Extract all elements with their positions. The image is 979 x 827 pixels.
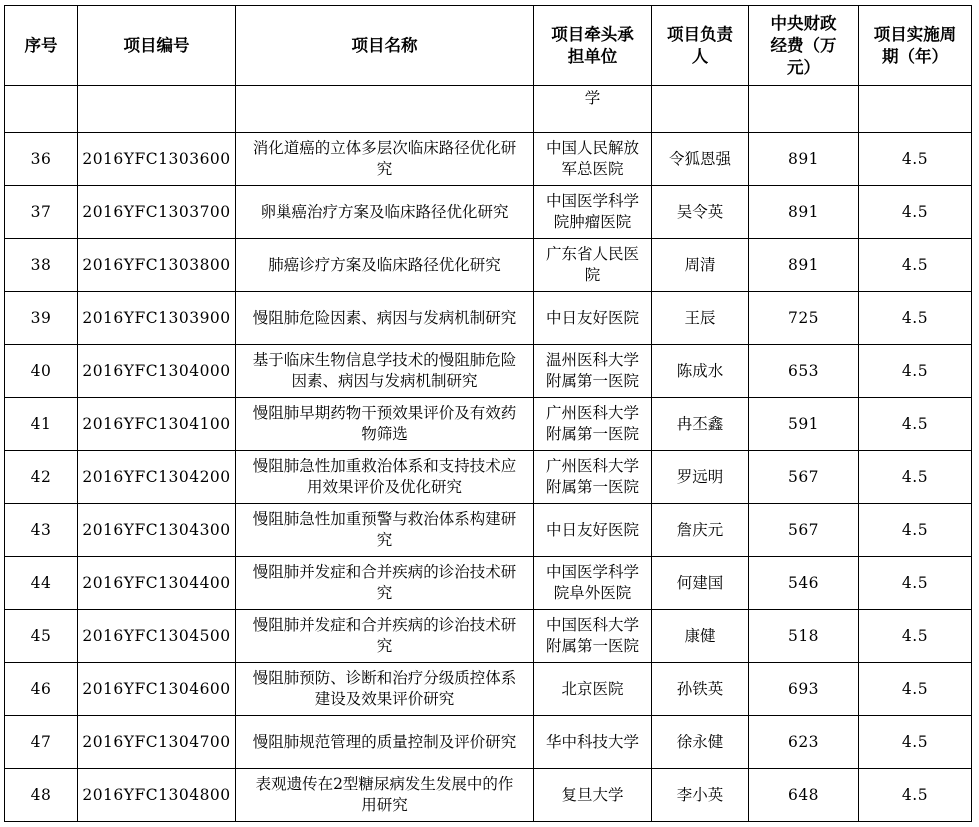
- cell-period: [859, 86, 972, 133]
- cell-leader: 何建国: [652, 557, 749, 610]
- cell-seq: 39: [5, 292, 78, 345]
- cell-unit: 中日友好医院: [534, 504, 652, 557]
- cell-funding: 623: [749, 716, 859, 769]
- cell-seq: [5, 86, 78, 133]
- cell-code: 2016YFC1304100: [78, 398, 236, 451]
- cell-name: 慢阻肺早期药物干预效果评价及有效药物筛选: [236, 398, 534, 451]
- cell-period: 4.5: [859, 292, 972, 345]
- cell-seq: 36: [5, 133, 78, 186]
- cell-name: 肺癌诊疗方案及临床路径优化研究: [236, 239, 534, 292]
- table-row: [5, 610, 972, 663]
- cell-seq: 41: [5, 398, 78, 451]
- cell-name: 表观遗传在2型糖尿病发生发展中的作用研究: [236, 769, 534, 822]
- cell-unit: 复旦大学: [534, 769, 652, 822]
- cell-leader: [652, 86, 749, 133]
- cell-funding: 653: [749, 345, 859, 398]
- cell-leader: 周清: [652, 239, 749, 292]
- table-row: [5, 239, 972, 292]
- cell-name: 慢阻肺急性加重救治体系和支持技术应用效果评价及优化研究: [236, 451, 534, 504]
- cell-code: 2016YFC1303600: [78, 133, 236, 186]
- cell-leader: 令狐恩强: [652, 133, 749, 186]
- cell-unit: 中国人民解放军总医院: [534, 133, 652, 186]
- cell-unit: 中日友好医院: [534, 292, 652, 345]
- cell-seq: 42: [5, 451, 78, 504]
- cell-unit: 中国医科大学附属第一医院: [534, 610, 652, 663]
- cell-seq: 43: [5, 504, 78, 557]
- table-row: [5, 345, 972, 398]
- cell-code: 2016YFC1304300: [78, 504, 236, 557]
- cell-period: 4.5: [859, 610, 972, 663]
- cell-name: 慢阻肺危险因素、病因与发病机制研究: [236, 292, 534, 345]
- cell-name: 慢阻肺并发症和合并疾病的诊治技术研究: [236, 557, 534, 610]
- table-row: [5, 557, 972, 610]
- continuation-row: [5, 86, 972, 133]
- cell-period: 4.5: [859, 451, 972, 504]
- cell-period: 4.5: [859, 186, 972, 239]
- cell-seq: 38: [5, 239, 78, 292]
- cell-period: 4.5: [859, 504, 972, 557]
- cell-code: 2016YFC1303800: [78, 239, 236, 292]
- cell-unit: 华中科技大学: [534, 716, 652, 769]
- table-row: [5, 186, 972, 239]
- cell-seq: 45: [5, 610, 78, 663]
- table-row: [5, 398, 972, 451]
- cell-unit: 北京医院: [534, 663, 652, 716]
- cell-name: [236, 86, 534, 133]
- cell-funding: 591: [749, 398, 859, 451]
- cell-code: [78, 86, 236, 133]
- header-leader: 项目负责人: [652, 6, 749, 86]
- cell-funding: 891: [749, 186, 859, 239]
- cell-name: 慢阻肺并发症和合并疾病的诊治技术研究: [236, 610, 534, 663]
- cell-funding: 693: [749, 663, 859, 716]
- cell-unit: 中国医学科学院肿瘤医院: [534, 186, 652, 239]
- cell-seq: 47: [5, 716, 78, 769]
- cell-leader: 康健: [652, 610, 749, 663]
- cell-unit: 中国医学科学院阜外医院: [534, 557, 652, 610]
- cell-unit: 广州医科大学附属第一医院: [534, 398, 652, 451]
- table-row: [5, 504, 972, 557]
- header-name: 项目名称: [236, 6, 534, 86]
- cell-leader: 徐永健: [652, 716, 749, 769]
- cell-funding: 567: [749, 504, 859, 557]
- cell-funding: 546: [749, 557, 859, 610]
- cell-seq: 40: [5, 345, 78, 398]
- cell-leader: 孙铁英: [652, 663, 749, 716]
- cell-leader: 陈成水: [652, 345, 749, 398]
- cell-seq: 48: [5, 769, 78, 822]
- cell-funding: 567: [749, 451, 859, 504]
- cell-seq: 44: [5, 557, 78, 610]
- cell-unit: 学: [534, 86, 652, 133]
- cell-period: 4.5: [859, 716, 972, 769]
- project-table: [4, 5, 972, 822]
- cell-period: 4.5: [859, 239, 972, 292]
- table-row: [5, 292, 972, 345]
- table-header-row: [5, 6, 972, 86]
- cell-code: 2016YFC1303700: [78, 186, 236, 239]
- cell-period: 4.5: [859, 133, 972, 186]
- cell-seq: 37: [5, 186, 78, 239]
- cell-leader: 詹庆元: [652, 504, 749, 557]
- cell-code: 2016YFC1304700: [78, 716, 236, 769]
- table-row: [5, 451, 972, 504]
- cell-code: 2016YFC1304400: [78, 557, 236, 610]
- header-funding: 中央财政经费（万元）: [749, 6, 859, 86]
- cell-unit: 温州医科大学附属第一医院: [534, 345, 652, 398]
- cell-name: 基于临床生物信息学技术的慢阻肺危险因素、病因与发病机制研究: [236, 345, 534, 398]
- cell-unit: 广州医科大学附属第一医院: [534, 451, 652, 504]
- cell-period: 4.5: [859, 769, 972, 822]
- table-row: [5, 133, 972, 186]
- cell-code: 2016YFC1304200: [78, 451, 236, 504]
- cell-leader: 冉丕鑫: [652, 398, 749, 451]
- cell-name: 慢阻肺预防、诊断和治疗分级质控体系建设及效果评价研究: [236, 663, 534, 716]
- cell-period: 4.5: [859, 345, 972, 398]
- cell-code: 2016YFC1304600: [78, 663, 236, 716]
- cell-funding: 891: [749, 239, 859, 292]
- cell-funding: 725: [749, 292, 859, 345]
- cell-code: 2016YFC1304800: [78, 769, 236, 822]
- header-seq: 序号: [5, 6, 78, 86]
- cell-code: 2016YFC1303900: [78, 292, 236, 345]
- cell-name: 卵巢癌治疗方案及临床路径优化研究: [236, 186, 534, 239]
- cell-name: 消化道癌的立体多层次临床路径优化研究: [236, 133, 534, 186]
- header-code: 项目编号: [78, 6, 236, 86]
- cell-funding: 891: [749, 133, 859, 186]
- cell-seq: 46: [5, 663, 78, 716]
- cell-unit: 广东省人民医院: [534, 239, 652, 292]
- table-row: [5, 663, 972, 716]
- cell-leader: 罗远明: [652, 451, 749, 504]
- cell-period: 4.5: [859, 398, 972, 451]
- cell-funding: 518: [749, 610, 859, 663]
- cell-funding: [749, 86, 859, 133]
- cell-code: 2016YFC1304500: [78, 610, 236, 663]
- cell-period: 4.5: [859, 557, 972, 610]
- cell-leader: 李小英: [652, 769, 749, 822]
- cell-period: 4.5: [859, 663, 972, 716]
- header-period: 项目实施周期（年）: [859, 6, 972, 86]
- cell-funding: 648: [749, 769, 859, 822]
- table-row: [5, 716, 972, 769]
- cell-leader: 吴令英: [652, 186, 749, 239]
- header-unit: 项目牵头承担单位: [534, 6, 652, 86]
- cell-name: 慢阻肺急性加重预警与救治体系构建研究: [236, 504, 534, 557]
- table-row: [5, 769, 972, 822]
- cell-code: 2016YFC1304000: [78, 345, 236, 398]
- cell-leader: 王辰: [652, 292, 749, 345]
- cell-name: 慢阻肺规范管理的质量控制及评价研究: [236, 716, 534, 769]
